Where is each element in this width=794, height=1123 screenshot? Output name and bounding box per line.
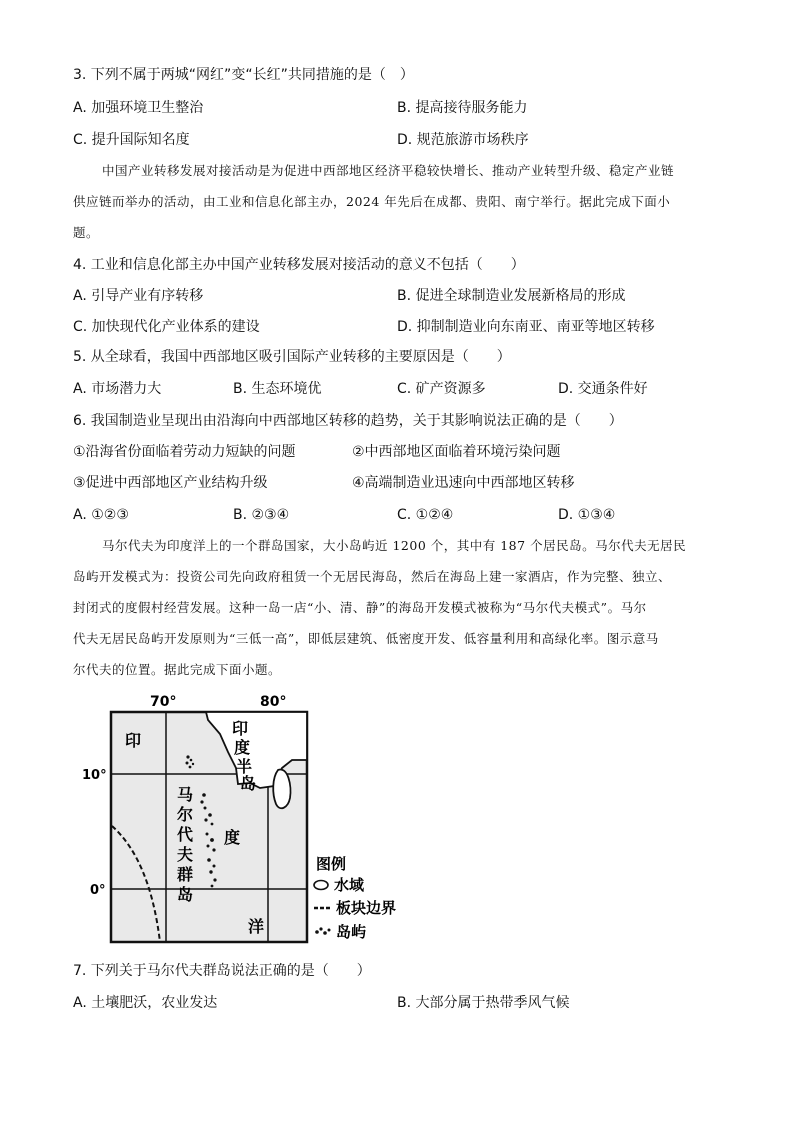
label-maldives-6: 岛 xyxy=(177,885,194,904)
q6-item-4: ④高端制造业迅速向中西部地区转移 xyxy=(352,475,575,491)
q5-option-d[interactable]: D. 交通条件好 xyxy=(558,381,648,397)
legend-water-symbol xyxy=(314,881,328,890)
q5-option-b[interactable]: B. 生态环境优 xyxy=(233,381,322,397)
material1-line3: 题。 xyxy=(73,225,100,240)
label-peninsula-1: 印 xyxy=(232,719,249,738)
q4-option-d[interactable]: D. 抑制制造业向东南亚、南亚等地区转移 xyxy=(397,319,655,335)
q3-option-d[interactable]: D. 规范旅游市场秩序 xyxy=(397,132,529,148)
q4-stem: 4. 工业和信息化部主办中国产业转移发展对接活动的意义不包括（ ） xyxy=(73,257,525,273)
q6-option-c[interactable]: C. ①②④ xyxy=(397,507,454,523)
material1-line1: 中国产业转移发展对接活动是为促进中西部地区经济平稳较快增长、推动产业转型升级、稳定产业链 xyxy=(102,163,675,178)
q5-option-c[interactable]: C. 矿产资源多 xyxy=(397,381,486,397)
label-maldives-5: 群 xyxy=(177,865,194,884)
q6-item-2: ②中西部地区面临着环境污染问题 xyxy=(352,444,561,460)
q4-option-a[interactable]: A. 引导产业有序转移 xyxy=(73,288,204,304)
material2-line5: 尔代夫的位置。据此完成下面小题。 xyxy=(73,662,282,677)
q3-option-a[interactable]: A. 加强环境卫生整治 xyxy=(73,100,204,116)
q4-option-c[interactable]: C. 加快现代化产业体系的建设 xyxy=(73,319,260,335)
q6-stem: 6. 我国制造业呈现出由沿海向中西部地区转移的趋势，关于其影响说法正确的是（ ） xyxy=(73,413,623,429)
label-du: 度 xyxy=(224,828,241,847)
label-maldives-2: 尔 xyxy=(177,805,194,824)
material2-line1: 马尔代夫为印度洋上的一个群岛国家，大小岛屿近 1200 个，其中有 187 个居民岛。马尔代夫无居民 xyxy=(102,538,687,553)
label-maldives-3: 代 xyxy=(177,825,194,844)
legend-island-label: 岛屿 xyxy=(336,923,367,941)
maldives-location-map xyxy=(78,690,418,950)
q4-option-b[interactable]: B. 促进全球制造业发展新格局的形成 xyxy=(397,288,626,304)
q6-option-b[interactable]: B. ②③④ xyxy=(233,507,290,523)
q3-option-b[interactable]: B. 提高接待服务能力 xyxy=(397,100,528,116)
legend-title: 图例 xyxy=(316,855,347,873)
q5-stem: 5. 从全球看，我国中西部地区吸引国际产业转移的主要原因是（ ） xyxy=(73,349,511,365)
q6-option-a[interactable]: A. ①②③ xyxy=(73,507,129,523)
q7-option-b[interactable]: B. 大部分属于热带季风气候 xyxy=(397,995,570,1011)
lat-0-label: 0° xyxy=(90,883,106,898)
q5-option-a[interactable]: A. 市场潜力大 xyxy=(73,381,162,397)
material2-line2: 岛屿开发模式为：投资公司先向政府租赁一个无居民海岛，然后在海岛上建一家酒店，作为完整、独立、 xyxy=(73,569,672,584)
material2-line4: 代夫无居民岛屿开发原则为“三低一高”，即低层建筑、低密度开发、低容量利用和高绿化率。图示意马 xyxy=(73,631,659,646)
label-yin-west: 印 xyxy=(125,731,142,750)
sri-lanka-land xyxy=(273,769,290,808)
lon-80-label: 80° xyxy=(260,694,287,710)
legend-island-symbol xyxy=(315,927,330,934)
label-peninsula-3: 半 xyxy=(236,757,253,776)
q7-stem: 7. 下列关于马尔代夫群岛说法正确的是（ ） xyxy=(73,963,371,979)
material2-line3: 封闭式的度假村经营发展。这种一岛一店“小、清、静”的海岛开发模式被称为“马尔代夫模式”。马尔 xyxy=(73,600,647,615)
label-maldives-1: 马 xyxy=(177,785,194,804)
label-peninsula-2: 度 xyxy=(234,738,251,757)
material1-line2: 供应链而举办的活动，由工业和信息化部主办，2024 年先后在成都、贵阳、南宁举行。据此完成下面小 xyxy=(73,194,671,209)
legend-water-label: 水域 xyxy=(334,876,365,894)
q7-option-a[interactable]: A. 土壤肥沃，农业发达 xyxy=(73,995,218,1011)
q6-option-d[interactable]: D. ①③④ xyxy=(558,507,616,523)
lon-70-label: 70° xyxy=(150,694,177,710)
label-peninsula-4: 岛 xyxy=(240,774,257,793)
q6-item-3: ③促进中西部地区产业结构升级 xyxy=(73,475,268,491)
legend-boundary-label: 板块边界 xyxy=(336,899,397,917)
q3-option-c[interactable]: C. 提升国际知名度 xyxy=(73,132,190,148)
lat-10-label: 10° xyxy=(82,768,107,783)
label-maldives-4: 夫 xyxy=(177,845,194,864)
q3-stem: 3. 下列不属于两城“网红”变“长红”共同措施的是（ ） xyxy=(73,67,414,83)
q6-item-1: ①沿海省份面临着劳动力短缺的问题 xyxy=(73,444,296,460)
label-yang: 洋 xyxy=(248,917,265,936)
